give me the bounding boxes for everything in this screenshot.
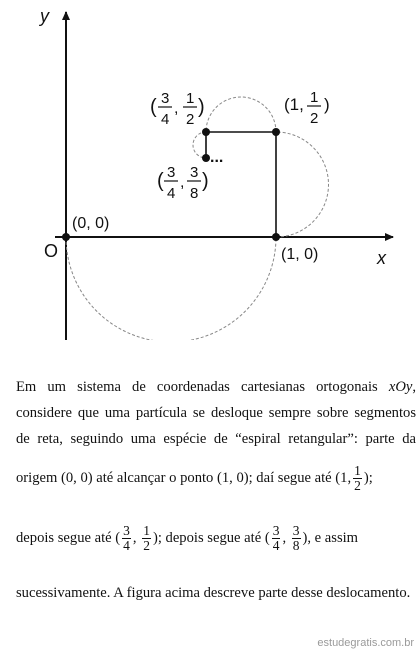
svg-text:): ) (324, 95, 330, 114)
text-line-4: origem (0, 0) até alcançar o ponto (1, 0); daí segue até (1, $\frac{1}{2}$ ); (16, 462, 373, 494)
text-line-1: Em um sistema de coordenadas cartesianas ortogonais xOy, (16, 379, 416, 395)
fraction-1-2-b: $\frac{1}{2}$ (143, 522, 150, 554)
svg-text:1: 1 (310, 89, 319, 106)
point-1-0-label: (1, 0) (281, 246, 319, 263)
dashed-arc-bottom (66, 237, 276, 340)
point-1-0 (272, 233, 280, 241)
point-origin (62, 233, 70, 241)
fraction-3-8: $\frac{3}{8}$ (292, 522, 300, 554)
point-origin-label: (0, 0) (72, 215, 110, 232)
svg-text:): ) (198, 96, 205, 118)
dashed-arc-left (193, 132, 206, 158)
point-1-half (272, 128, 280, 136)
ellipsis: ... (210, 149, 224, 166)
point-34-half (202, 128, 210, 136)
svg-text:8: 8 (190, 185, 199, 202)
svg-text:(1,: (1, (284, 95, 304, 114)
text-line-3: de reta, seguindo uma espécie de “espiral retangular”: parte da (16, 431, 416, 447)
svg-text:(: ( (150, 96, 157, 118)
svg-text:,: , (180, 174, 185, 191)
svg-text:(: ( (157, 170, 164, 192)
svg-text:2: 2 (310, 110, 319, 127)
dashed-arc-right (276, 132, 329, 237)
y-axis-label: y (40, 6, 49, 26)
point-1-half-label (284, 89, 330, 127)
svg-text:3: 3 (161, 90, 170, 107)
svg-text:2: 2 (186, 111, 195, 128)
fraction-3-4-a: $\frac{3}{4}$ (123, 522, 130, 554)
point-34-38-label (157, 164, 209, 202)
svg-text:3: 3 (167, 164, 176, 181)
x-axis-label: x (377, 248, 386, 268)
origin-label: O (44, 241, 59, 261)
svg-text:): ) (202, 170, 209, 192)
point-34-38 (202, 154, 210, 162)
fraction-1-2: $\frac{1}{2}$ (354, 462, 361, 494)
svg-text:4: 4 (161, 111, 170, 128)
problem-statement (16, 374, 416, 606)
svg-text:3: 3 (190, 164, 199, 181)
svg-text:1: 1 (186, 90, 195, 107)
text-line-2: considere que uma partícula se desloque sempre sobre segmentos (16, 405, 416, 421)
svg-text:4: 4 (167, 185, 176, 202)
point-34-half-label (150, 90, 205, 128)
text-line-6: sucessivamente. A figura acima descreve parte desse deslocamento. (16, 585, 411, 601)
text-line-5: depois segue até ( $\frac{3}{4}$ , $\frac{1}{2}$ ); depois segue até ( $\frac{3}{4}$ , $\frac{3}{8}$ ), e assim (16, 522, 359, 554)
fraction-3-4-b: $\frac{3}{4}$ (272, 522, 280, 554)
dashed-arc-top (206, 97, 276, 132)
svg-text:,: , (174, 100, 179, 117)
watermark: estudegratis.com.br (317, 637, 414, 649)
